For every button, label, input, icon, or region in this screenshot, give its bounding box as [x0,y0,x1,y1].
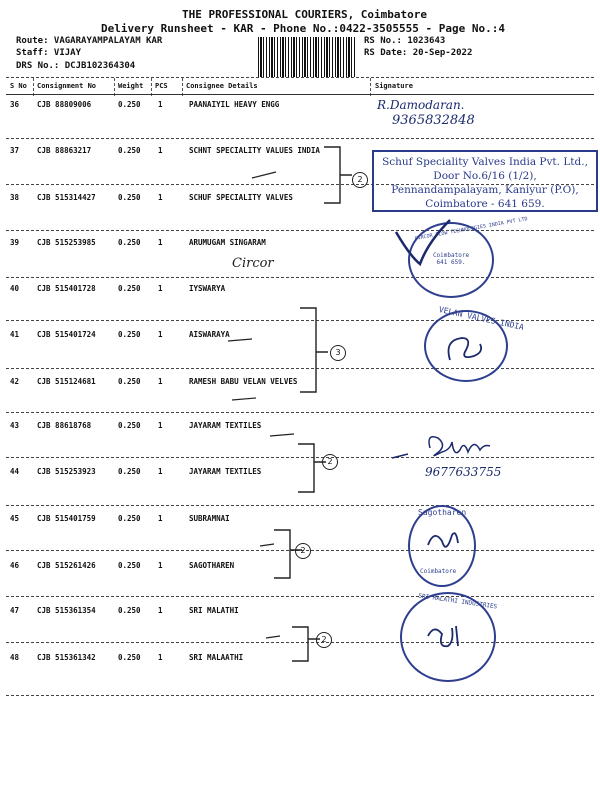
row-divider [6,596,594,597]
stamp-line: Door No.6/16 (1/2), [433,170,537,182]
signature-scribble [422,525,462,561]
row-sno: 40 [10,284,20,293]
row-consignee: SCHUF SPECIALITY VALVES [189,193,293,202]
handwritten-phone: 9677633755 [425,465,502,479]
row-sno: 39 [10,238,20,247]
tick-mark [230,394,260,404]
row-pcs: 1 [158,514,163,523]
col-weight: Weight [118,82,144,90]
tick-mark [226,335,256,345]
row-consignee: IYSWARYA [189,284,226,293]
row-sno: 46 [10,561,20,570]
drs-label: DRS No.: DCJB102364304 [16,61,136,71]
row-sno: 38 [10,193,20,202]
row-pcs: 1 [158,238,163,247]
row-sno: 48 [10,653,20,662]
row-consignee: AISWARAYA [189,330,230,339]
col-consignee: Consignee Details [186,82,258,90]
row-consignee: SAGOTHAREN [189,561,235,570]
row-consignee: RAMESH BABU VELAN VELVES [189,377,298,386]
row-sno: 45 [10,514,20,523]
brace-count: 2 [352,172,368,188]
staff-label: Staff: VIJAY [16,48,82,58]
row-divider [6,138,594,139]
row-pcs: 1 [158,606,163,615]
company-stamp-box [372,150,598,212]
row-weight: 0.250 [118,467,141,476]
row-consignee: PAANAIYIL HEAVY ENGG [189,100,280,109]
row-pcs: 1 [158,146,163,155]
rs-number: RS No.: 1023643 [364,36,446,46]
tick-mark [258,540,278,550]
row-pcs: 1 [158,100,163,109]
page-title: THE PROFESSIONAL COURIERS, Coimbatore [182,8,428,21]
handwritten-name: R.Damodaran. [377,98,465,112]
brace-count: 2 [295,543,311,559]
row-sno: 47 [10,606,20,615]
stamp-ring-text: VELAN VALVES INDIA [438,305,525,332]
row-pcs: 1 [158,330,163,339]
route-label: Route: VAGARAYAMPALAYAM KAR [16,36,163,46]
stamp-ring-text: CIRCOR FLOW TECHNOLOGIES INDIA PVT LTD [414,216,529,242]
row-consignee: JAYARAM TEXTILES [189,467,262,476]
handwritten-note: Circor [232,256,274,271]
row-consignment: CJB 515401759 [37,514,96,523]
col-signature: Signature [375,82,413,90]
row-consignment: CJB 515361354 [37,606,96,615]
row-weight: 0.250 [118,330,141,339]
row-divider [6,695,594,696]
row-consignee: SUBRAMNAI [189,514,230,523]
row-consignee: SRI MALAATHI [189,653,244,662]
row-sno: 36 [10,100,20,109]
brace-count: 2 [316,632,332,648]
row-sno: 37 [10,146,20,155]
signature-scribble [424,620,464,654]
row-weight: 0.250 [118,561,141,570]
row-consignment: CJB 88863217 [37,146,92,155]
row-consignment: CJB 515261426 [37,561,96,570]
stamp-ring-text: SRI MALATHI INDUSTRIES [417,592,498,611]
row-divider [6,230,594,231]
row-consignment: CJB 515253985 [37,238,96,247]
barcode [258,37,356,77]
row-weight: 0.250 [118,100,141,109]
col-consignment: Consignment No [37,82,97,90]
brace-count: 3 [330,345,346,361]
row-weight: 0.250 [118,146,141,155]
row-consignment: CJB 515253923 [37,467,96,476]
row-pcs: 1 [158,421,163,430]
row-sno: 44 [10,467,20,476]
rs-date: RS Date: 20-Sep-2022 [364,48,473,58]
col-sno: S No [10,82,27,90]
row-pcs: 1 [158,467,163,476]
row-consignee: SCHNT SPECIALITY VALUES INDIA [189,146,320,155]
row-weight: 0.250 [118,606,141,615]
brace-count: 2 [322,454,338,470]
row-pcs: 1 [158,653,163,662]
stamp-line: Pennandampalayam, Kaniyur (P.O), [391,184,579,196]
row-weight: 0.250 [118,653,141,662]
row-consignment: CJB 515401724 [37,330,96,339]
header-rule-bottom [6,94,594,95]
row-divider [6,412,594,413]
row-divider [6,505,594,506]
row-consignment: CJB 515401728 [37,284,96,293]
row-sno: 41 [10,330,20,339]
row-pcs: 1 [158,193,163,202]
stamp-line: Schuf Speciality Valves India Pvt. Ltd., [382,156,588,168]
row-consignee: SRI MALATHI [189,606,239,615]
row-consignment: CJB 88618768 [37,421,92,430]
tick-mark [264,632,284,642]
stamp-center-text: Coimbatore 641 659. [432,252,470,266]
stamp-ring-text: Sagotharen [418,508,467,517]
row-pcs: 1 [158,561,163,570]
row-divider [6,277,594,278]
signature-scribble [390,428,510,468]
header-rule-top [6,77,594,78]
row-weight: 0.250 [118,193,141,202]
row-pcs: 1 [158,284,163,293]
signature-scribble [440,330,490,370]
row-sno: 42 [10,377,20,386]
tick-mark [268,430,298,440]
stamp-ring-text: Coimbatore [420,568,457,575]
row-consignment: CJB 515124681 [37,377,96,386]
row-weight: 0.250 [118,238,141,247]
row-pcs: 1 [158,377,163,386]
row-weight: 0.250 [118,284,141,293]
row-consignee: JAYARAM TEXTILES [189,421,262,430]
row-sno: 43 [10,421,20,430]
row-consignment: CJB 88809006 [37,100,92,109]
page-subtitle: Delivery Runsheet - KAR - Phone No.:0422-3505555 - Page No.:4 [101,22,505,35]
row-weight: 0.250 [118,421,141,430]
handwritten-phone: 9365832848 [392,113,475,128]
row-weight: 0.250 [118,377,141,386]
signature-checkmark [392,218,452,268]
stamp-line: Coimbatore - 641 659. [425,198,545,210]
row-consignment: CJB 515361342 [37,653,96,662]
row-weight: 0.250 [118,514,141,523]
col-pcs: PCS [155,82,168,90]
row-consignee: ARUMUGAM SINGARAM [189,238,266,247]
row-consignment: CJB 515314427 [37,193,96,202]
tick-mark [250,168,280,182]
